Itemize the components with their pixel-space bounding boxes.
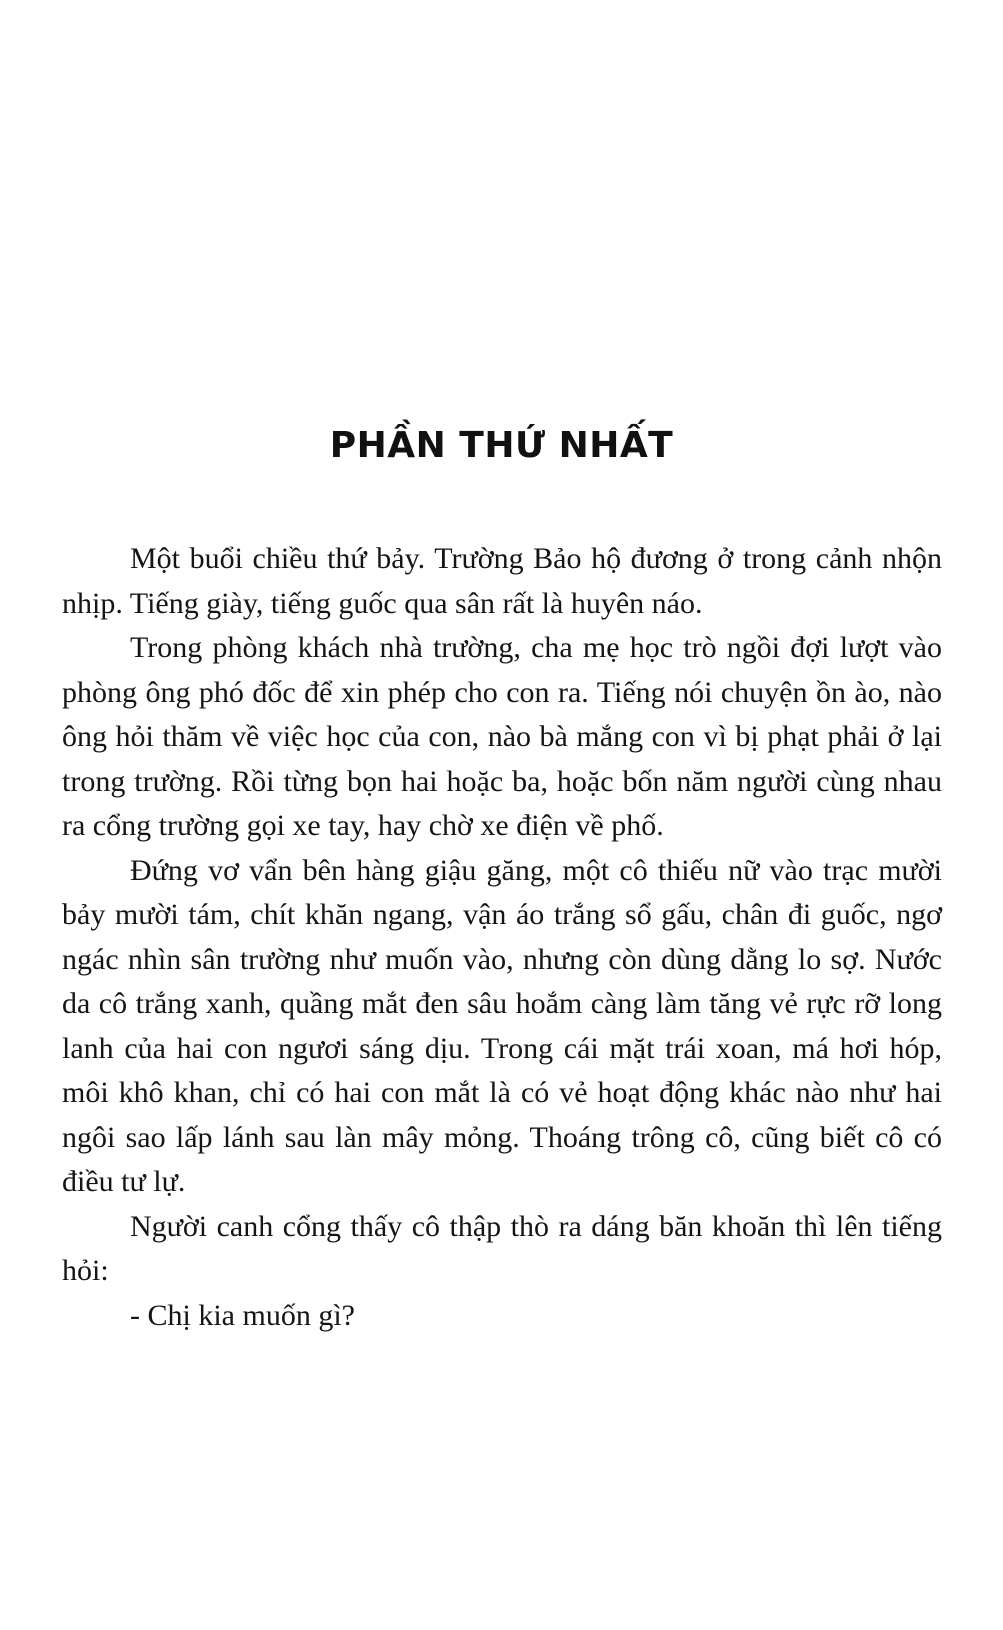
paragraph-2: Trong phòng khách nhà trường, cha mẹ học trò ngồi đợi lượt vào phòng ông phó đốc để xin phép cho con ra. Tiếng nói chuyện ồn ào, nào ông hỏi thăm về việc học của con, nào bà mắng con vì bị phạt phải ở lại trong trường. Rồi từng bọn hai hoặc ba, hoặc bốn năm người cùng nhau ra cổng trường gọi xe tay, hay chờ xe điện về phố. — [62, 631, 942, 842]
body-text — [62, 537, 942, 1338]
paragraph-4: Người canh cổng thấy cô thập thò ra dáng băn khoăn thì lên tiếng hỏi: — [62, 1209, 942, 1287]
paragraph-5: - Chị kia muốn gì? — [130, 1298, 355, 1332]
paragraph-3: Đứng vơ vẩn bên hàng giậu găng, một cô thiếu nữ vào trạc mười bảy mười tám, chít khăn ngang, vận áo trắng sổ gấu, chân đi guốc, ngơ ngác nhìn sân trường như muốn vào, nhưng còn dùng dằng lo sợ. Nước da cô trắng xanh, quầng mắt đen sâu hoắm càng làm tăng vẻ rực rỡ long lanh của hai con ngươi sáng dịu. Trong cái mặt trái xoan, má hơi hóp, môi khô khan, chỉ có hai con mắt là có vẻ hoạt động khác nào như hai ngôi sao lấp lánh sau làn mây mỏng. Thoáng trông cô, cũng biết cô có điều tư lự. — [62, 853, 942, 1198]
chapter-title: PHẦN THỨ NHẤT — [329, 425, 674, 466]
paragraph-1: Một buổi chiều thứ bảy. Trường Bảo hộ đương ở trong cảnh nhộn nhịp. Tiếng giày, tiếng guốc qua sân rất là huyên náo. — [62, 542, 942, 620]
